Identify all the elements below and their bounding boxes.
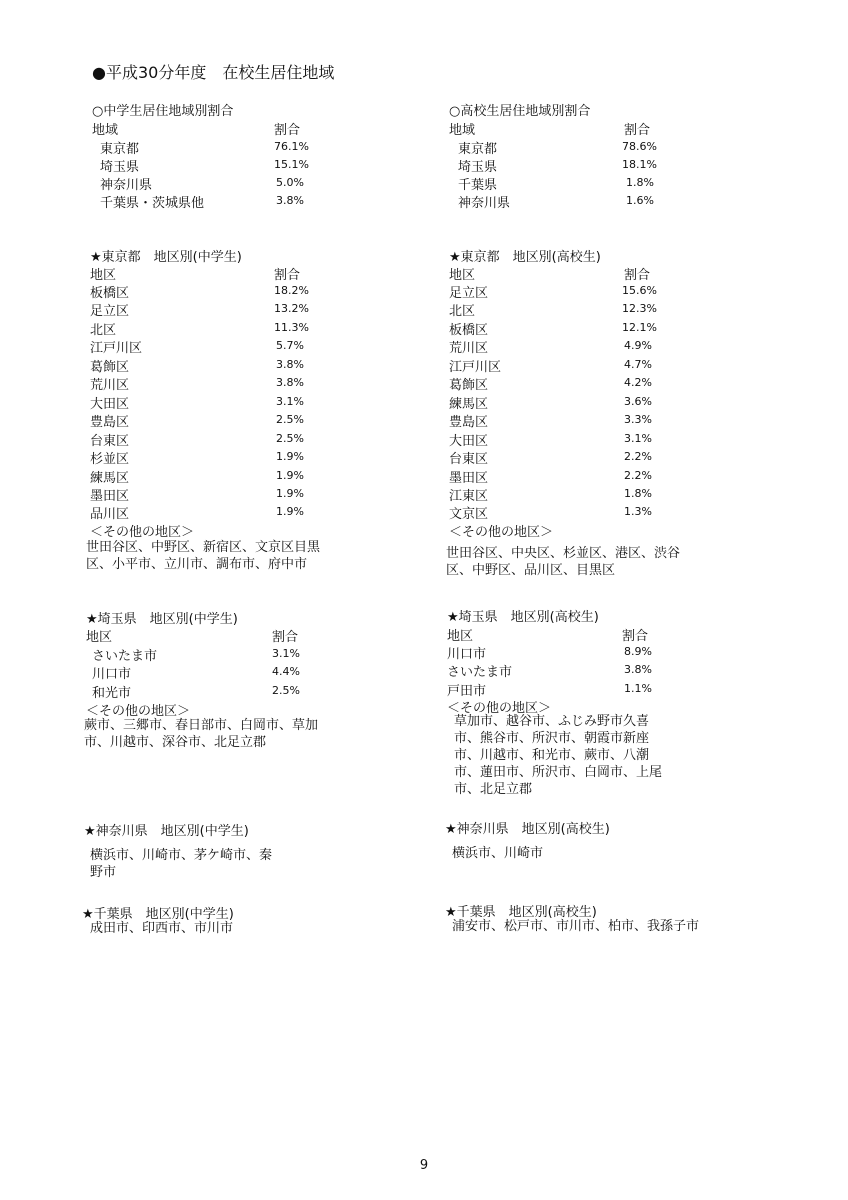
- column-header-area: 地域: [92, 123, 119, 138]
- section-heading: ★神奈川県 地区別(高校生): [445, 822, 610, 837]
- table-row-ratio: 2.2%: [624, 469, 652, 482]
- table-row-name: 大田区: [90, 397, 130, 412]
- other-areas-heading: ＜その他の地区＞: [447, 701, 552, 716]
- table-row-ratio: 1.9%: [276, 469, 304, 482]
- table-row-name: 杉並区: [90, 452, 130, 467]
- table-row-ratio: 4.9%: [624, 339, 652, 352]
- table-row-ratio: 3.6%: [624, 395, 652, 408]
- table-row-name: 練馬区: [90, 471, 130, 486]
- table-row-ratio: 2.5%: [276, 413, 304, 426]
- table-row-name: 品川区: [90, 507, 130, 522]
- column-header-ratio: 割合: [624, 268, 651, 283]
- section-heading: ★千葉県 地区別(中学生): [82, 907, 234, 922]
- table-row-name: 川口市: [92, 667, 132, 682]
- column-header-area: 地区: [90, 268, 117, 283]
- table-row-ratio: 15.6%: [622, 284, 657, 297]
- table-row-name: さいたま市: [92, 649, 158, 664]
- other-areas-text: 蕨市、三郷市、春日部市、白岡市、草加市、川越市、深谷市、北足立郡: [84, 718, 319, 750]
- table-row-name: 埼玉県: [458, 160, 498, 175]
- page-number: 9: [419, 1158, 429, 1173]
- column-header-ratio: 割合: [622, 629, 649, 644]
- table-row-ratio: 3.1%: [276, 395, 304, 408]
- table-row-ratio: 3.1%: [272, 647, 300, 660]
- page-title: ●平成30分年度 在校生居住地域: [92, 63, 335, 82]
- area-list-text: 横浜市、川崎市: [452, 846, 544, 861]
- section-heading: ★神奈川県 地区別(中学生): [84, 824, 249, 839]
- table-row-ratio: 3.8%: [276, 376, 304, 389]
- table-row-name: 北区: [90, 323, 117, 338]
- area-list-text: 浦安市、松戸市、市川市、柏市、我孫子市: [452, 919, 700, 934]
- table-row-ratio: 1.8%: [624, 487, 652, 500]
- table-row-ratio: 1.6%: [626, 194, 654, 207]
- table-row-ratio: 1.3%: [624, 505, 652, 518]
- table-row-ratio: 1.9%: [276, 487, 304, 500]
- table-row-ratio: 4.7%: [624, 358, 652, 371]
- table-row-ratio: 3.8%: [624, 663, 652, 676]
- column-header-ratio: 割合: [272, 630, 299, 645]
- table-row-name: 台東区: [90, 434, 130, 449]
- table-row-name: 江東区: [449, 489, 489, 504]
- table-row-ratio: 5.7%: [276, 339, 304, 352]
- table-row-name: 和光市: [92, 686, 132, 701]
- table-row-name: 北区: [449, 304, 476, 319]
- table-row-ratio: 15.1%: [274, 158, 309, 171]
- table-row-ratio: 3.8%: [276, 358, 304, 371]
- column-header-area: 地区: [86, 630, 113, 645]
- column-header-area: 地域: [449, 123, 476, 138]
- table-row-name: 文京区: [449, 507, 489, 522]
- table-row-name: 練馬区: [449, 397, 489, 412]
- table-row-name: 東京都: [458, 142, 498, 157]
- section-heading: ○高校生居住地域別割合: [449, 104, 591, 119]
- column-header-ratio: 割合: [624, 123, 651, 138]
- area-list-text: 横浜市、川崎市、茅ケ崎市、秦野市: [90, 848, 273, 880]
- other-areas-text: 世田谷区、中央区、杉並区、港区、渋谷区、中野区、品川区、目黒区: [446, 546, 681, 578]
- table-row-name: 東京都: [100, 142, 140, 157]
- table-row-ratio: 13.2%: [274, 302, 309, 315]
- table-row-ratio: 18.1%: [622, 158, 657, 171]
- table-row-name: 台東区: [449, 452, 489, 467]
- table-row-ratio: 2.5%: [276, 432, 304, 445]
- table-row-ratio: 78.6%: [622, 140, 657, 153]
- section-heading: ★東京都 地区別(中学生): [90, 250, 242, 265]
- other-areas-heading: ＜その他の地区＞: [86, 704, 191, 719]
- area-list-text: 成田市、印西市、市川市: [90, 921, 234, 936]
- other-areas-text: 世田谷区、中野区、新宿区、文京区目黒区、小平市、立川市、調布市、府中市: [86, 540, 321, 572]
- table-row-ratio: 12.1%: [622, 321, 657, 334]
- table-row-name: 千葉県: [458, 178, 498, 193]
- table-row-name: 板橋区: [449, 323, 489, 338]
- table-row-name: 川口市: [447, 647, 487, 662]
- table-row-ratio: 8.9%: [624, 645, 652, 658]
- section-heading: ★埼玉県 地区別(中学生): [86, 612, 238, 627]
- table-row-name: 千葉県・茨城県他: [100, 196, 205, 211]
- table-row-name: 埼玉県: [100, 160, 140, 175]
- table-row-name: 戸田市: [447, 684, 487, 699]
- other-areas-text: 草加市、越谷市、ふじみ野市久喜市、熊谷市、所沢市、朝霞市新座市、川越市、和光市、蕨市、八潮市、蓮田市、所沢市、白岡市、上尾市、北足立郡: [454, 714, 663, 797]
- table-row-ratio: 76.1%: [274, 140, 309, 153]
- table-row-name: 荒川区: [449, 341, 489, 356]
- table-row-ratio: 3.3%: [624, 413, 652, 426]
- table-row-name: さいたま市: [447, 665, 513, 680]
- table-row-ratio: 1.9%: [276, 450, 304, 463]
- table-row-name: 神奈川県: [458, 196, 511, 211]
- table-row-ratio: 1.9%: [276, 505, 304, 518]
- column-header-ratio: 割合: [274, 268, 301, 283]
- table-row-ratio: 4.4%: [272, 665, 300, 678]
- table-row-ratio: 1.1%: [624, 682, 652, 695]
- table-row-ratio: 5.0%: [276, 176, 304, 189]
- table-row-ratio: 2.2%: [624, 450, 652, 463]
- table-row-ratio: 12.3%: [622, 302, 657, 315]
- table-row-name: 板橋区: [90, 286, 130, 301]
- table-row-name: 足立区: [90, 304, 130, 319]
- table-row-name: 墨田区: [90, 489, 130, 504]
- table-row-name: 足立区: [449, 286, 489, 301]
- table-row-ratio: 3.1%: [624, 432, 652, 445]
- table-row-ratio: 3.8%: [276, 194, 304, 207]
- other-areas-heading: ＜その他の地区＞: [449, 525, 554, 540]
- column-header-ratio: 割合: [274, 123, 301, 138]
- section-heading: ★東京都 地区別(高校生): [449, 250, 601, 265]
- section-heading: ○中学生居住地域別割合: [92, 104, 234, 119]
- table-row-ratio: 11.3%: [274, 321, 309, 334]
- table-row-name: 葛飾区: [449, 378, 489, 393]
- table-row-name: 江戸川区: [449, 360, 502, 375]
- table-row-name: 豊島区: [449, 415, 489, 430]
- table-row-name: 神奈川県: [100, 178, 153, 193]
- table-row-ratio: 4.2%: [624, 376, 652, 389]
- other-areas-heading: ＜その他の地区＞: [90, 525, 195, 540]
- table-row-ratio: 18.2%: [274, 284, 309, 297]
- table-row-name: 大田区: [449, 434, 489, 449]
- section-heading: ★埼玉県 地区別(高校生): [447, 610, 599, 625]
- table-row-name: 江戸川区: [90, 341, 143, 356]
- column-header-area: 地区: [447, 629, 474, 644]
- table-row-name: 葛飾区: [90, 360, 130, 375]
- table-row-ratio: 2.5%: [272, 684, 300, 697]
- column-header-area: 地区: [449, 268, 476, 283]
- section-heading: ★千葉県 地区別(高校生): [445, 905, 597, 920]
- table-row-ratio: 1.8%: [626, 176, 654, 189]
- table-row-name: 荒川区: [90, 378, 130, 393]
- table-row-name: 豊島区: [90, 415, 130, 430]
- table-row-name: 墨田区: [449, 471, 489, 486]
